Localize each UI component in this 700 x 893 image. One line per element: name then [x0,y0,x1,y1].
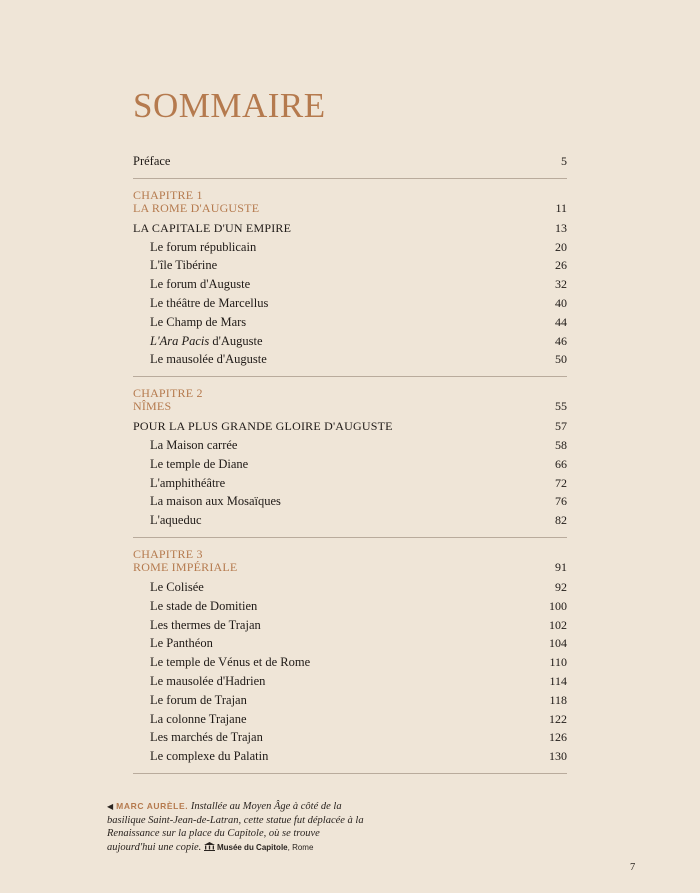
chapter-label: CHAPITRE 1 [133,187,203,202]
toc-entry[interactable] [133,455,567,474]
toc-entry-label: Les thermes de Trajan [150,617,261,632]
toc-entry-label-rest: d'Auguste [209,333,263,348]
toc-chapter-title[interactable] [133,399,567,413]
toc-entry-label: La colonne Trajane [150,711,247,726]
caption-lead: MARC AURÈLE. [116,801,189,811]
page-number: 7 [630,862,636,873]
toc-entry[interactable] [133,728,567,747]
toc-entry-page: 91 [555,559,567,574]
toc-entry[interactable] [133,511,567,530]
toc-entry-page: 32 [555,277,567,292]
toc-entry[interactable] [133,332,567,351]
toc-entry[interactable] [133,691,567,710]
toc-entry[interactable] [133,578,567,597]
caption-text: Installée au Moyen Âge à côté de la basilique Saint-Jean-de-Latran, cette statue fut déplacée à la Renaissance sur la place du Capitole, où se trouve aujourd'hui une copie. [107,801,364,853]
toc-chapter-title[interactable] [133,201,567,215]
toc-entry-label: Le Colisée [150,579,204,594]
toc-entry-label: La Maison carrée [150,437,238,452]
toc-entry-label [150,332,263,351]
toc-entry-label: Le stade de Domitien [150,598,258,613]
toc-entry-page: 102 [549,617,567,632]
toc-entry-label: Le théâtre de Marcellus [150,295,269,310]
toc-section[interactable] [133,417,567,436]
toc-entry-page: 126 [549,730,567,745]
toc-entry-page: 50 [555,352,567,367]
chapter-title: ROME IMPÉRIALE [133,559,238,574]
toc-entry-page: 118 [549,692,567,707]
toc-entry[interactable] [133,238,567,257]
toc-entry-label: Le forum républicain [150,239,257,254]
toc-entry-page: 11 [555,200,567,215]
toc-entry-label: Le complexe du Palatin [150,749,269,764]
toc-entry-page: 44 [555,314,567,329]
toc-entry[interactable] [133,350,567,369]
toc-entry-page: 58 [555,437,567,452]
toc-entry-page: 114 [549,673,567,688]
toc-entry-label: Les marchés de Trajan [150,730,263,745]
toc-chapter-title[interactable] [133,560,567,574]
toc-entry[interactable] [133,492,567,511]
toc-entry[interactable] [133,616,567,635]
chapter-title: NÎMES [133,399,172,414]
toc-entry-label: Le temple de Diane [150,456,249,471]
section-title: LA CAPITALE D'UN EMPIRE [133,220,292,235]
section-title: POUR LA PLUS GRANDE GLOIRE D'AUGUSTE [133,419,393,434]
museum-city: , Rome [287,842,314,852]
toc-entry-page: 122 [549,711,567,726]
toc-entry-label: Le mausolée d'Auguste [150,352,267,367]
toc-entry-page: 5 [561,154,567,168]
museum-icon [204,842,215,856]
toc-entry-page: 130 [549,749,567,764]
toc-entry[interactable] [133,672,567,691]
toc-entry-label: La maison aux Mosaïques [150,494,281,509]
toc-entry-page: 100 [549,598,567,613]
divider [133,376,567,377]
divider [133,537,567,538]
chapter-title: LA ROME D'AUGUSTE [133,200,260,215]
toc-entry-page: 104 [549,636,567,651]
toc-entry-label: Préface [133,154,171,168]
toc-entry-label: Le mausolée d'Hadrien [150,673,266,688]
left-arrow-icon: ◀ [107,802,114,811]
toc-entry-page: 82 [555,513,567,528]
toc-entry-label: Le forum de Trajan [150,692,247,707]
toc-entry-page: 20 [555,239,567,254]
table-of-contents [133,152,567,784]
toc-entry[interactable] [133,256,567,275]
toc-entry[interactable] [133,634,567,653]
toc-entry-page: 55 [555,399,567,414]
divider [133,773,567,774]
toc-entry[interactable] [133,474,567,493]
toc-entry[interactable] [133,653,567,672]
toc-entry-label: Le Panthéon [150,636,213,651]
toc-entry-label: Le temple de Vénus et de Rome [150,655,311,670]
toc-entry-page: 66 [555,456,567,471]
toc-entry-preface[interactable] [133,152,567,171]
toc-entry-page: 57 [555,419,567,434]
toc-entry[interactable] [133,597,567,616]
toc-entry-label: L'île Tibérine [150,258,218,273]
toc-entry-label: Le Champ de Mars [150,314,247,329]
toc-entry[interactable] [133,436,567,455]
toc-entry-page: 76 [555,494,567,509]
toc-entry[interactable] [133,710,567,729]
toc-entry-page: 46 [555,333,567,348]
toc-entry-label: L'amphithéâtre [150,475,226,490]
toc-entry-page: 13 [555,220,567,235]
photo-caption [107,800,367,855]
chapters-container [133,178,567,774]
toc-section[interactable] [133,219,567,238]
toc-entry[interactable] [133,275,567,294]
toc-entry-page: 72 [555,475,567,490]
toc-entry[interactable] [133,313,567,332]
toc-entry-page: 26 [555,258,567,273]
caption-museum [204,843,313,852]
toc-entry-label-italic: L'Ara Pacis [150,333,210,348]
toc-entry[interactable] [133,747,567,766]
toc-entry[interactable] [133,294,567,313]
page-title: SOMMAIRE [133,86,326,125]
toc-entry-label: Le forum d'Auguste [150,277,251,292]
toc-entry-page: 92 [555,579,567,594]
toc-entry-page: 40 [555,295,567,310]
divider [133,178,567,179]
toc-entry-page: 110 [549,655,567,670]
toc-entry-label: L'aqueduc [150,513,202,528]
chapter-label: CHAPITRE 2 [133,386,203,401]
chapter-label: CHAPITRE 3 [133,546,203,561]
museum-name: Musée du Capitole [216,842,288,852]
